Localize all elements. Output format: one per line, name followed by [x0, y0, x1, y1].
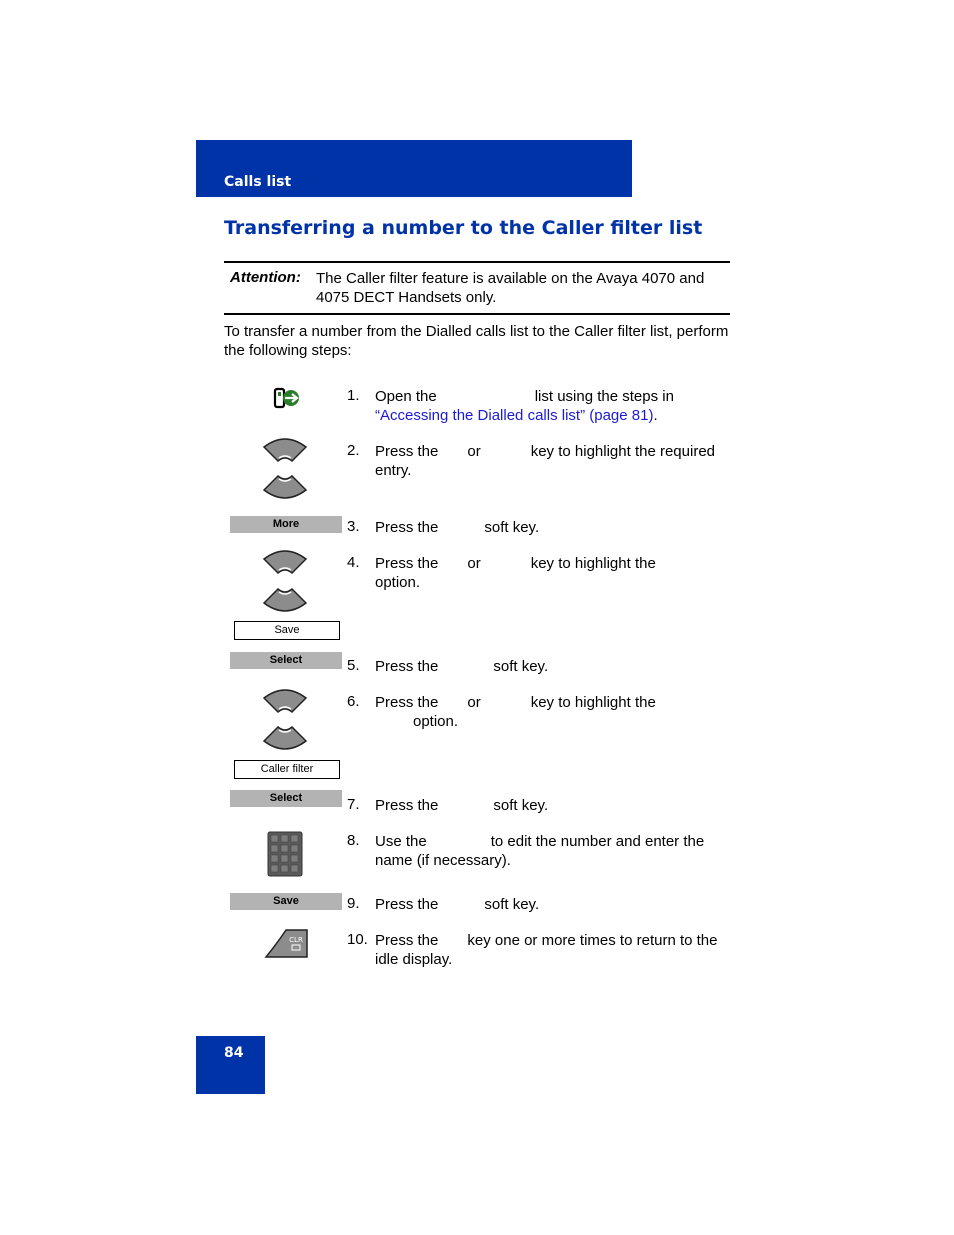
select-softkey: Select	[230, 652, 342, 669]
nav-down-key-icon	[262, 587, 308, 615]
attention-text: The Caller filter feature is available on the Avaya 4070 and 4075 DECT Handsets only.	[316, 270, 705, 306]
step-number: 6.	[347, 693, 360, 710]
accessing-dialled-calls-link[interactable]: “Accessing the Dialled calls list” (page 81)	[375, 407, 654, 424]
attention-label: Attention:	[230, 269, 301, 286]
nav-up-key-icon	[262, 686, 308, 714]
step-number: 1.	[347, 387, 360, 404]
section-label: Calls list	[224, 174, 292, 190]
page-number-band	[196, 1036, 265, 1094]
step-text: Press the or key to highlight the option.	[375, 694, 656, 730]
step-text: Press the soft key.	[375, 797, 549, 814]
attention-top-rule	[224, 261, 730, 263]
step-text: Use the to edit the number and enter the name (if necessary).	[375, 833, 705, 869]
nav-up-key-icon	[262, 547, 308, 575]
step-text: Press the soft key.	[375, 658, 549, 675]
caller-filter-menu-option: Caller filter	[234, 760, 340, 779]
step-number: 3.	[347, 518, 360, 535]
step-number: 5.	[347, 657, 360, 674]
step-text: Press the key one or more times to return to the idle display.	[375, 932, 718, 968]
step-number: 7.	[347, 796, 360, 813]
nav-down-key-icon	[262, 474, 308, 502]
step-text: Press the soft key.	[375, 519, 540, 536]
save-menu-option: Save	[234, 621, 340, 640]
step-number: 4.	[347, 554, 360, 571]
step-text: Press the soft key.	[375, 896, 540, 913]
nav-up-key-icon	[262, 435, 308, 463]
calls-list-icon	[272, 386, 302, 410]
save-softkey: Save	[230, 893, 342, 910]
step-text: Press the or key to highlight the option.	[375, 555, 656, 591]
intro-text: To transfer a number from the Dialled calls list to the Caller filter list, perform the following steps:	[224, 323, 729, 359]
step-number: 2.	[347, 442, 360, 459]
header-band	[196, 140, 632, 197]
step-number: 8.	[347, 832, 360, 849]
nav-down-key-icon	[262, 725, 308, 753]
clear-key-icon	[264, 928, 308, 958]
attention-bottom-rule	[224, 313, 730, 315]
step-number: 10.	[347, 931, 368, 948]
keypad-icon	[267, 831, 303, 877]
more-softkey: More	[230, 516, 342, 533]
step-text: Press the or key to highlight the required entry.	[375, 443, 716, 479]
svg-text:CLR: CLR	[289, 936, 303, 944]
step-text: Open the list using the steps in “Accessing the Dialled calls list” (page 81).	[375, 388, 674, 424]
page-title: Transferring a number to the Caller filter list	[224, 217, 703, 239]
select-softkey: Select	[230, 790, 342, 807]
step-number: 9.	[347, 895, 360, 912]
page-number: 84	[224, 1045, 244, 1061]
